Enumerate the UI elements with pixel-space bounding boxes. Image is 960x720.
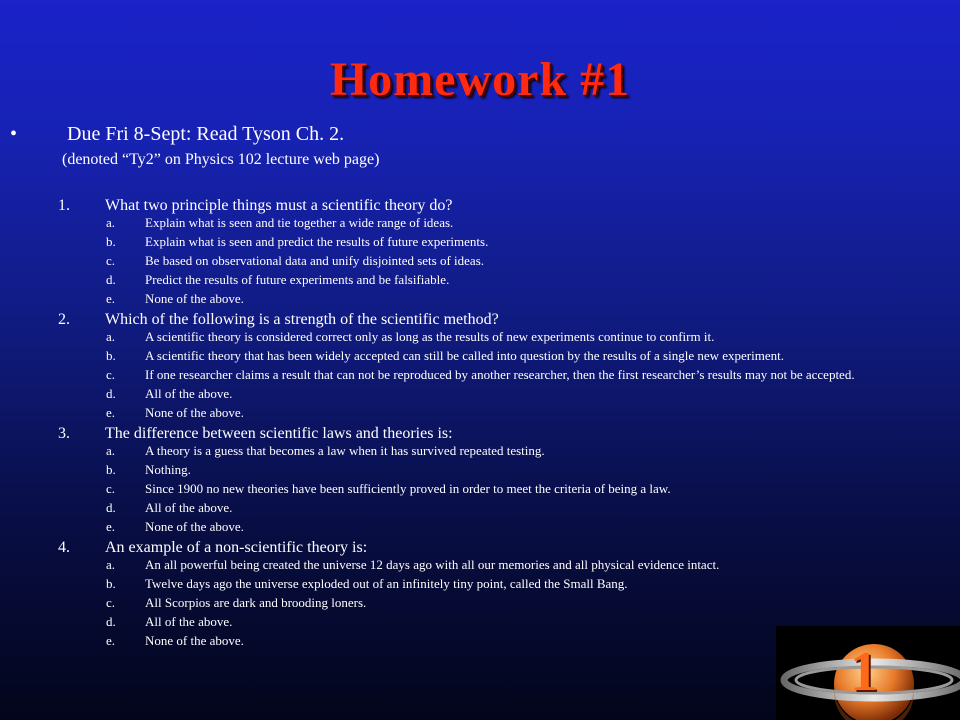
option-text: All of the above. <box>145 614 233 629</box>
option-text: All of the above. <box>145 386 233 401</box>
option-text: Predict the results of future experiments and be falsifiable. <box>145 272 450 287</box>
option-letter: b. <box>106 462 116 477</box>
answer-option <box>0 444 960 457</box>
option-letter: a. <box>106 329 116 344</box>
option-letter: c. <box>106 253 116 268</box>
option-text: A scientific theory is considered correct only as long as the results of new experiments continue to confirm it. <box>145 329 715 344</box>
answer-options <box>0 444 960 533</box>
option-letter: d. <box>106 386 116 401</box>
option-text: Explain what is seen and predict the results of future experiments. <box>145 234 489 249</box>
question-item <box>0 425 960 533</box>
option-text: None of the above. <box>145 519 244 534</box>
answer-option <box>0 501 960 514</box>
option-letter: a. <box>106 215 116 230</box>
slide-title: Homework #1 <box>329 53 631 106</box>
option-text: Nothing. <box>145 462 191 477</box>
option-letter: c. <box>106 481 116 496</box>
question-heading <box>0 425 960 444</box>
answer-option <box>0 463 960 476</box>
option-text: None of the above. <box>145 291 244 306</box>
question-heading <box>0 539 960 558</box>
reading-note: (denoted “Ty2” on Physics 102 lecture web page) <box>62 151 380 168</box>
due-text: Due Fri 8-Sept: Read Tyson Ch. 2. <box>67 123 345 145</box>
question-list <box>0 197 960 653</box>
option-text: All Scorpios are dark and brooding loners. <box>145 595 367 610</box>
answer-option <box>0 292 960 305</box>
option-text: An all powerful being created the universe 12 days ago with all our memories and all physical evidence intact. <box>145 557 720 572</box>
saturn-logo <box>776 626 960 720</box>
option-text: A scientific theory that has been widely accepted can still be called into question by the results of a single new experiment. <box>145 348 784 363</box>
option-letter: c. <box>106 595 116 610</box>
answer-option <box>0 577 960 590</box>
option-text: None of the above. <box>145 405 244 420</box>
bullet-icon: • <box>10 123 18 145</box>
option-letter: e. <box>106 405 116 420</box>
question-item <box>0 197 960 305</box>
option-letter: d. <box>106 614 116 629</box>
question-text: The difference between scientific laws and theories is: <box>105 425 453 442</box>
question-number: 1. <box>58 197 70 214</box>
answer-options <box>0 330 960 419</box>
question-number: 4. <box>58 539 70 556</box>
answer-option <box>0 596 960 609</box>
question-text: What two principle things must a scientific theory do? <box>105 197 453 214</box>
option-letter: a. <box>106 443 116 458</box>
option-letter: c. <box>106 367 116 382</box>
question-text: An example of a non-scientific theory is: <box>105 539 368 556</box>
question-heading <box>0 311 960 330</box>
option-letter: e. <box>106 291 116 306</box>
option-text: Explain what is seen and tie together a wide range of ideas. <box>145 215 454 230</box>
answer-option <box>0 216 960 229</box>
answer-option <box>0 406 960 419</box>
option-text: A theory is a guess that becomes a law when it has survived repeated testing. <box>145 443 545 458</box>
answer-options <box>0 216 960 305</box>
option-text: All of the above. <box>145 500 233 515</box>
question-number: 3. <box>58 425 70 442</box>
option-text: If one researcher claims a result that can not be reproduced by another researcher, then the first researcher’s results may not be accepted. <box>145 367 855 382</box>
question-text: Which of the following is a strength of the scientific method? <box>105 311 499 328</box>
answer-option <box>0 520 960 533</box>
option-letter: d. <box>106 272 116 287</box>
option-letter: a. <box>106 557 116 572</box>
option-text: None of the above. <box>145 633 244 648</box>
question-item <box>0 311 960 419</box>
answer-option <box>0 482 960 495</box>
answer-option <box>0 387 960 400</box>
option-letter: e. <box>106 633 116 648</box>
answer-option <box>0 349 960 362</box>
answer-option <box>0 273 960 286</box>
option-letter: b. <box>106 576 116 591</box>
answer-option <box>0 235 960 248</box>
question-heading <box>0 197 960 216</box>
option-text: Be based on observational data and unify disjointed sets of ideas. <box>145 253 485 268</box>
logo-digit: 1 <box>850 641 878 703</box>
option-letter: b. <box>106 348 116 363</box>
answer-option <box>0 558 960 571</box>
answer-option <box>0 254 960 267</box>
option-letter: d. <box>106 500 116 515</box>
option-text: Twelve days ago the universe exploded out of an infinitely tiny point, called the Small Bang. <box>145 576 628 591</box>
question-number: 2. <box>58 311 70 328</box>
option-letter: e. <box>106 519 116 534</box>
answer-option <box>0 368 960 381</box>
option-letter: b. <box>106 234 116 249</box>
option-text: Since 1900 no new theories have been sufficiently proved in order to meet the criteria of being a law. <box>145 481 671 496</box>
answer-option <box>0 330 960 343</box>
